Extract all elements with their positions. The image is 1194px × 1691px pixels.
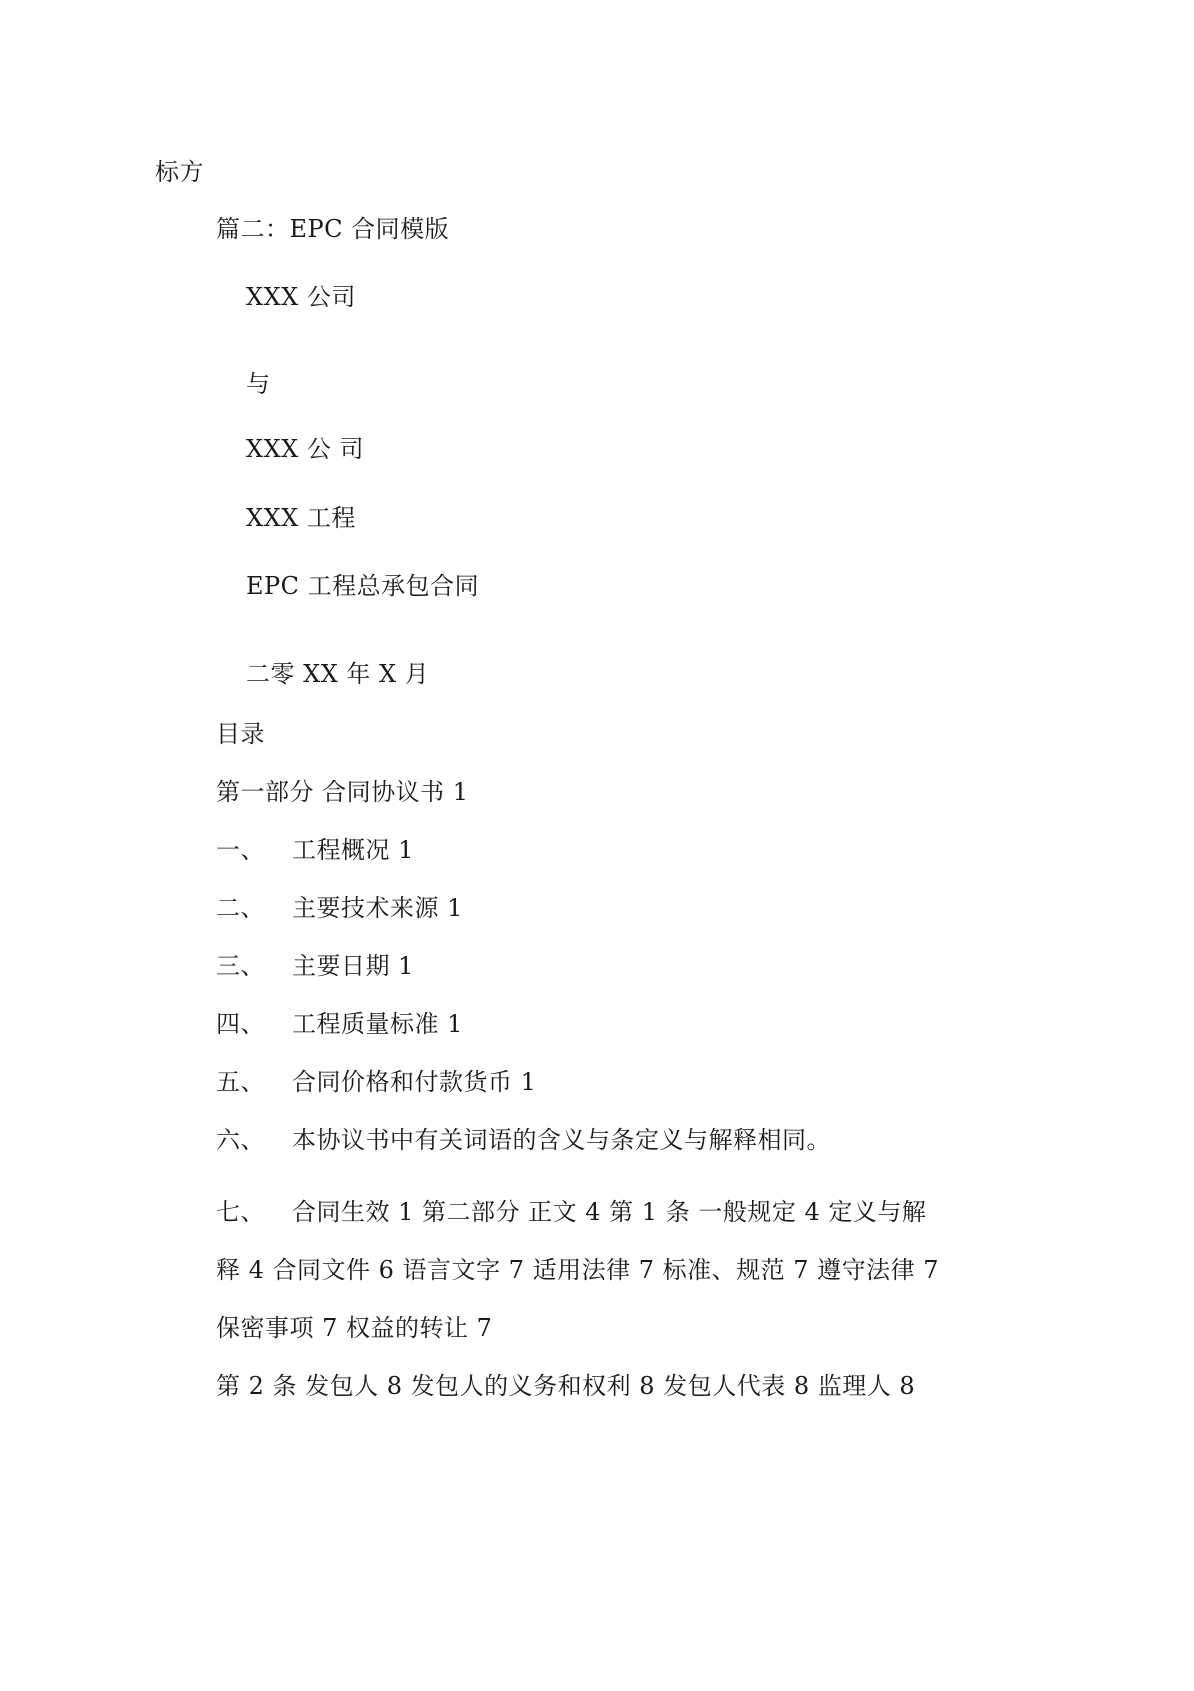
toc-item-text: 主要日期 1 xyxy=(292,952,414,980)
toc-item-number: 一、 xyxy=(216,836,265,864)
toc-item-number: 四、 xyxy=(216,1010,265,1038)
toc-item-number: 六、 xyxy=(216,1126,265,1154)
section-title: 篇二：EPC 合同模版 xyxy=(216,215,450,243)
toc-item-text: 主要技术来源 1 xyxy=(292,894,463,922)
toc-part-one: 第一部分 合同协议书 1 xyxy=(216,778,469,806)
toc-item-text: 工程质量标准 1 xyxy=(292,1010,463,1038)
header-fragment: 标方 xyxy=(155,158,204,186)
contract-title: EPC 工程总承包合同 xyxy=(246,572,480,600)
toc-item-number: 七、 xyxy=(216,1198,265,1226)
toc-article-2: 第 2 条 发包人 8 发包人的义务和权利 8 发包人代表 8 监理人 8 xyxy=(216,1372,916,1400)
party-b: XXX 公 司 xyxy=(246,435,365,463)
toc-item-text: 合同价格和付款货币 1 xyxy=(292,1068,537,1096)
contract-date: 二零 XX 年 X 月 xyxy=(246,660,430,688)
toc-item-number: 三、 xyxy=(216,952,265,980)
toc-continuation-line: 释 4 合同文件 6 语言文字 7 适用法律 7 标准、规范 7 遵守法律 7 xyxy=(216,1256,940,1284)
toc-continuation-line: 保密事项 7 权益的转让 7 xyxy=(216,1314,493,1342)
toc-item xyxy=(216,896,463,920)
toc-item xyxy=(216,1070,536,1094)
and-connector: 与 xyxy=(246,370,271,398)
toc-item xyxy=(216,1200,926,1224)
toc-item-text: 本协议书中有关词语的含义与条定义与解释相同。 xyxy=(292,1126,831,1154)
toc-item-text: 合同生效 1 第二部分 正文 4 第 1 条 一般规定 4 定义与解 xyxy=(292,1198,927,1226)
party-a: XXX 公司 xyxy=(246,283,356,311)
toc-item xyxy=(216,1012,463,1036)
toc-item-number: 五、 xyxy=(216,1068,265,1096)
toc-item-text: 工程概况 1 xyxy=(292,836,414,864)
project-name: XXX 工程 xyxy=(246,504,356,532)
toc-heading: 目录 xyxy=(216,720,265,748)
toc-item xyxy=(216,954,414,978)
toc-item-number: 二、 xyxy=(216,894,265,922)
toc-item xyxy=(216,1128,831,1152)
toc-item xyxy=(216,838,414,862)
